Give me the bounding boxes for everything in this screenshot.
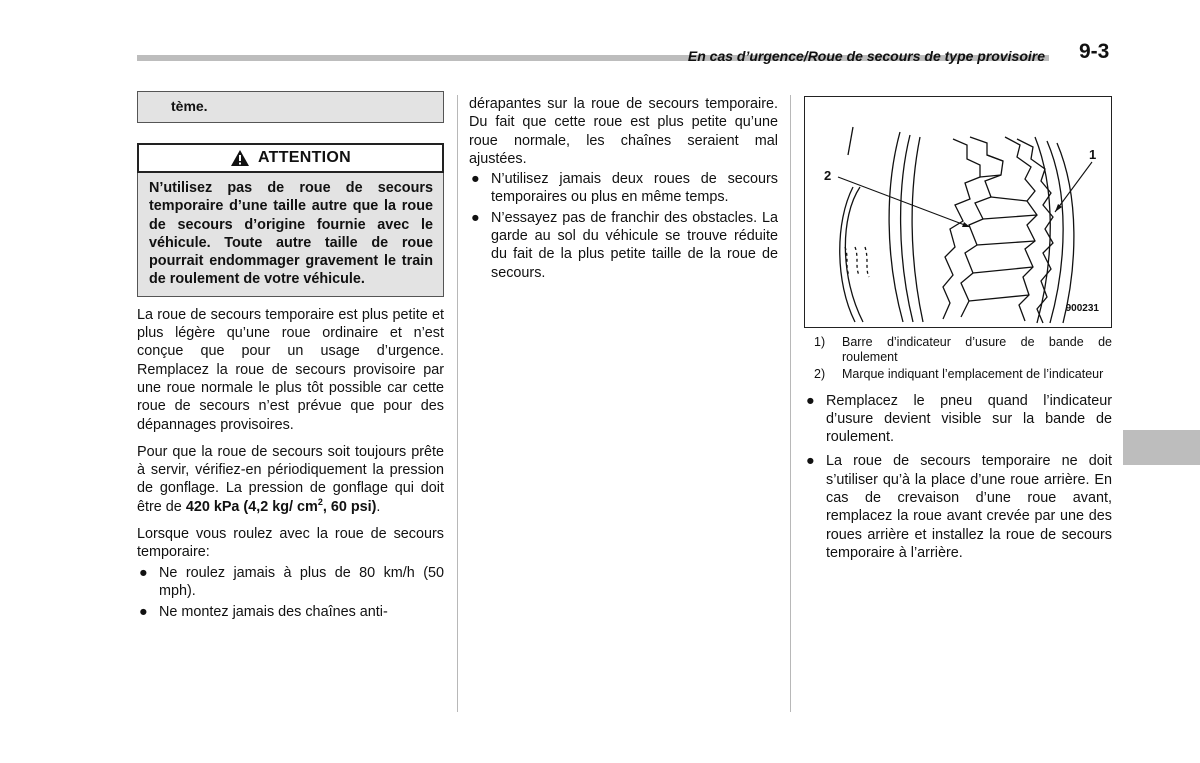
pressure-value-a: 420 kPa (4,2 kg/ cm bbox=[185, 498, 318, 515]
pressure-text-end: . bbox=[376, 498, 381, 515]
attention-heading-text: ATTENTION bbox=[257, 148, 352, 166]
list-item-text: N’essayez pas de franchir des obstacles. La garde au sol du véhicule se trouve réduite du fait de la plus petite taille de la roue de secours. bbox=[491, 209, 778, 281]
caption-item bbox=[804, 335, 1112, 364]
paragraph-chains-continued: dérapantes sur la roue de secours temporaire. Du fait que cette roue est plus petite qu’une roue normale, les chaînes seraient mal ajustées. bbox=[469, 96, 778, 167]
figure-callout-2: 2 bbox=[824, 168, 832, 183]
column-divider-left bbox=[457, 95, 458, 712]
list-item-text: Ne montez jamais des chaînes anti- bbox=[159, 604, 388, 621]
figure-captions bbox=[804, 335, 1112, 382]
bullet-dot: ● bbox=[806, 392, 815, 409]
list-item bbox=[137, 564, 444, 601]
caption-number: 1) bbox=[814, 335, 826, 349]
page-number: 9-3 bbox=[1079, 40, 1110, 63]
continued-warning-box bbox=[137, 91, 444, 123]
list-item-text: La roue de secours temporaire ne doit s’utiliser qu’à la place d’une roue arrière. En cas de crevaison d’une roue avant, remplacez la roue avant crevée par une des roues arrière et installez la roue de secours temporaire à l’arrière. bbox=[826, 453, 1112, 561]
left-column bbox=[137, 91, 444, 622]
bullet-dot: ● bbox=[806, 453, 815, 470]
figure-callout-1: 1 bbox=[1089, 147, 1097, 162]
bullet-dot: ● bbox=[139, 604, 148, 621]
paragraph-tire-pressure bbox=[137, 443, 444, 516]
paragraph-spare-tire-usage: La roue de secours temporaire est plus petite et plus légère qu’une roue ordinaire et n’est conçue que pour un usage d’urgence. Remplacez la roue de secours provisoire par une roue normale le plus tôt possible car cette roue de secours n’est prévue que pour des dépannages provisoires. bbox=[137, 306, 444, 433]
column-divider-right bbox=[790, 95, 791, 712]
list-item bbox=[804, 392, 1112, 447]
list-item-text: N’utilisez jamais deux roues de secours temporaires ou plus en même temps. bbox=[491, 171, 778, 206]
bullet-dot: ● bbox=[471, 171, 480, 188]
pressure-value-b: , 60 psi) bbox=[322, 498, 377, 515]
pressure-text-before: Pour que la roue de secours soit toujours prête à servir, vérifiez-en périodiquement la pression de gonflage. La pression de gonflage qui doit être de bbox=[137, 443, 444, 515]
figure-number: 900231 bbox=[1065, 302, 1099, 314]
bullet-dot: ● bbox=[139, 564, 148, 581]
tire-tread-illustration bbox=[805, 97, 1111, 327]
paragraph-driving-intro: Lorsque vous roulez avec la roue de secours temporaire: bbox=[137, 526, 444, 561]
attention-heading bbox=[137, 143, 444, 173]
chapter-side-tab bbox=[1123, 430, 1200, 465]
tread-wear-indicator-figure bbox=[804, 96, 1112, 328]
caption-text: Barre d’indicateur d’usure de bande de roulement bbox=[842, 335, 1112, 364]
warning-triangle-icon bbox=[230, 149, 250, 167]
attention-body bbox=[137, 173, 444, 297]
list-item bbox=[804, 452, 1112, 562]
list-item-text: Ne roulez jamais à plus de 80 km/h (50 mph). bbox=[159, 564, 444, 599]
middle-column bbox=[469, 95, 778, 282]
list-item bbox=[469, 209, 778, 282]
list-item bbox=[137, 603, 444, 621]
bullet-dot: ● bbox=[471, 209, 480, 226]
list-item bbox=[469, 170, 778, 207]
pressure-superscript: 2 bbox=[317, 496, 323, 507]
caption-text: Marque indiquant l’emplacement de l’indicateur bbox=[842, 367, 1104, 381]
right-column bbox=[804, 96, 1112, 562]
caption-item bbox=[804, 367, 1112, 382]
continued-warning-text: tème. bbox=[171, 98, 208, 114]
chapter-title: En cas d’urgence/Roue de secours de type provisoire bbox=[687, 48, 1045, 64]
attention-text: N’utilisez pas de roue de secours temporaire d’une taille autre que la roue de secours d’origine fournie avec le véhicule. Toute autre taille de roue pourrait endommager gravement le train de roulement de votre véhicule. bbox=[149, 180, 433, 288]
caption-number: 2) bbox=[814, 367, 826, 381]
list-item-text: Remplacez le pneu quand l’indicateur d’usure devient visible sur la bande de roulement. bbox=[826, 392, 1112, 446]
